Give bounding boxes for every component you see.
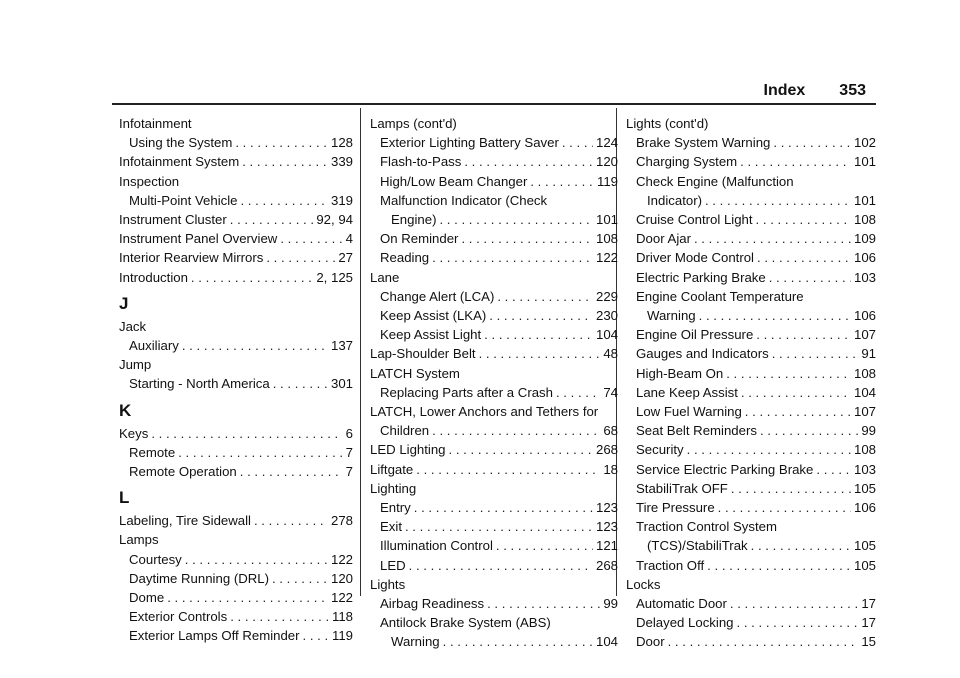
entry-text: Engine) [391, 212, 437, 228]
index-heading: Lighting [370, 480, 417, 496]
index-column-2 [370, 114, 618, 652]
leader-dots [496, 536, 593, 555]
leader-dots [242, 152, 328, 171]
index-entry [119, 268, 353, 287]
entry-text: On Reminder [380, 231, 459, 247]
index-entry [119, 511, 353, 530]
entry-text: Security [636, 442, 684, 458]
index-entry [119, 374, 353, 393]
entry-text: Warning [647, 308, 696, 324]
index-entry [370, 556, 618, 575]
entry-page: 230 [595, 308, 618, 324]
index-heading: LATCH System [370, 365, 460, 381]
index-entry [370, 344, 618, 363]
leader-dots [432, 421, 600, 440]
entry-page: 7 [345, 444, 353, 460]
page-number: 353 [839, 82, 866, 99]
index-entry [119, 588, 353, 607]
entry-text: Illumination Control [380, 538, 493, 554]
index-heading: Lights (cont'd) [626, 116, 709, 131]
entry-text: High/Low Beam Changer [380, 173, 528, 189]
leader-dots [760, 421, 858, 440]
leader-dots [694, 229, 851, 248]
leader-dots [756, 325, 851, 344]
leader-dots [191, 268, 313, 287]
leader-dots [182, 336, 328, 355]
entry-text: Lane Keep Assist [636, 384, 738, 400]
leader-dots [443, 632, 593, 651]
entry-page: 107 [853, 404, 876, 420]
leader-dots [562, 133, 593, 152]
header-rule [112, 103, 876, 105]
index-heading: Jack [119, 318, 147, 334]
index-entry [119, 569, 353, 588]
leader-dots [497, 287, 593, 306]
index-entry [626, 344, 876, 363]
entry-page: 137 [330, 338, 353, 354]
index-entry [370, 383, 618, 402]
index-subheading: Malfunction Indicator (Check [380, 192, 548, 208]
index-entry [119, 210, 353, 229]
entry-text: Instrument Panel Overview [119, 231, 278, 247]
index-entry [370, 536, 618, 555]
entry-text: Seat Belt Reminders [636, 423, 757, 439]
index-entry [626, 460, 876, 479]
index-entry [626, 536, 876, 555]
leader-dots [409, 556, 593, 575]
entry-text: Brake System Warning [636, 135, 771, 151]
index-entry [119, 152, 353, 171]
index-entry [626, 383, 876, 402]
entry-page: 107 [853, 327, 876, 343]
entry-text: Courtesy [129, 551, 182, 567]
index-entry [370, 133, 618, 152]
leader-dots [151, 424, 342, 443]
entry-text: Children [380, 423, 430, 439]
leader-dots [303, 626, 329, 645]
index-entry [370, 517, 618, 536]
index-heading: LATCH, Lower Anchors and Tethers for [370, 404, 599, 420]
entry-text: Infotainment System [119, 154, 240, 170]
leader-dots [756, 210, 851, 229]
entry-page: 108 [853, 365, 876, 381]
entry-page: 229 [595, 288, 618, 304]
entry-page: 121 [595, 538, 618, 554]
index-entry [626, 402, 876, 421]
entry-page: 17 [861, 596, 876, 612]
leader-dots [414, 498, 593, 517]
entry-page: 101 [853, 192, 876, 208]
entry-text: Traction Off [636, 557, 705, 573]
entry-page: 106 [853, 308, 876, 324]
leader-dots [487, 594, 600, 613]
entry-text: Indicator) [647, 192, 702, 208]
entry-text: Remote Operation [129, 464, 237, 480]
index-entry [626, 556, 876, 575]
leader-dots [687, 440, 851, 459]
index-heading: Locks [626, 576, 661, 592]
entry-text: Gauges and Indicators [636, 346, 769, 362]
entry-page: 103 [853, 269, 876, 285]
entry-text: Labeling, Tire Sidewall [119, 513, 251, 529]
entry-page: 15 [861, 634, 876, 650]
entry-text: Keep Assist (LKA) [380, 308, 487, 324]
entry-text: Exterior Lamps Off Reminder [129, 628, 300, 644]
index-entry [370, 460, 618, 479]
index-entry [626, 325, 876, 344]
entry-text: Keep Assist Light [380, 327, 482, 343]
entry-text: Electric Parking Brake [636, 269, 766, 285]
entry-page: 122 [330, 551, 353, 567]
section-letter: L [119, 488, 130, 508]
index-entry [119, 443, 353, 462]
index-entry [370, 306, 618, 325]
index-heading: Lights [370, 576, 406, 592]
leader-dots [254, 511, 328, 530]
leader-dots [178, 443, 342, 462]
index-entry [370, 632, 618, 651]
section-letter: K [119, 400, 132, 420]
leader-dots [668, 632, 859, 651]
index-entry [626, 421, 876, 440]
leader-dots [439, 210, 593, 229]
index-entry [626, 191, 876, 210]
entry-text: Lap-Shoulder Belt [370, 346, 476, 362]
index-entry [119, 336, 353, 355]
index-entry [370, 210, 618, 229]
index-entry [370, 325, 618, 344]
entry-page: 339 [330, 154, 353, 170]
entry-text: Instrument Cluster [119, 212, 227, 228]
leader-dots [230, 607, 329, 626]
leader-dots [272, 569, 328, 588]
entry-page: 105 [853, 557, 876, 573]
index-entry [626, 364, 876, 383]
entry-text: LED [380, 557, 406, 573]
index-heading: Lamps (cont'd) [370, 116, 457, 131]
leader-dots [449, 440, 593, 459]
index-entry [626, 268, 876, 287]
entry-page: 105 [853, 538, 876, 554]
index-entry [626, 133, 876, 152]
entry-page: 108 [853, 442, 876, 458]
entry-page: 18 [603, 461, 618, 477]
entry-text: Daytime Running (DRL) [129, 570, 269, 586]
leader-dots [273, 374, 328, 393]
entry-text: Delayed Locking [636, 615, 734, 631]
index-entry [626, 440, 876, 459]
entry-text: Replacing Parts after a Crash [380, 384, 553, 400]
entry-text: Exit [380, 519, 402, 535]
index-entry [119, 191, 353, 210]
entry-text: Multi-Point Vehicle [129, 192, 238, 208]
index-entry [370, 229, 618, 248]
index-entry [370, 172, 618, 191]
leader-dots [167, 588, 328, 607]
entry-page: 68 [603, 423, 618, 439]
entry-text: Exterior Controls [129, 609, 228, 625]
index-heading: Inspection [119, 173, 180, 189]
leader-dots [464, 152, 593, 171]
entry-text: Interior Rearview Mirrors [119, 250, 264, 266]
entry-page: 122 [330, 590, 353, 606]
entry-text: Auxiliary [129, 338, 179, 354]
index-subheading: Traction Control System [636, 519, 777, 535]
entry-text: Entry [380, 500, 411, 516]
entry-page: 48 [603, 346, 618, 362]
leader-dots [757, 248, 851, 267]
entry-page: 124 [595, 135, 618, 151]
index-entry [370, 440, 618, 459]
index-entry [370, 152, 618, 171]
entry-page: 119 [596, 173, 618, 189]
page-header [764, 82, 867, 100]
leader-dots [769, 268, 851, 287]
index-entry [370, 287, 618, 306]
entry-page: 104 [595, 634, 618, 650]
entry-page: 123 [595, 500, 618, 516]
index-column-3 [626, 114, 876, 652]
leader-dots [699, 306, 851, 325]
entry-text: Cruise Control Light [636, 212, 753, 228]
entry-page: 120 [330, 570, 353, 586]
index-entry [119, 248, 353, 267]
entry-text: Liftgate [370, 461, 414, 477]
entry-page: 319 [330, 192, 353, 208]
entry-page: 278 [330, 513, 353, 529]
leader-dots [240, 191, 328, 210]
entry-text: Remote [129, 444, 176, 460]
entry-page: 108 [853, 212, 876, 228]
index-entry [626, 632, 876, 651]
leader-dots [185, 550, 328, 569]
leader-dots [266, 248, 335, 267]
index-entry [119, 229, 353, 248]
leader-dots [240, 462, 343, 481]
leader-dots [489, 306, 593, 325]
index-entry [119, 133, 353, 152]
entry-text: Engine Oil Pressure [636, 327, 754, 343]
entry-text: LED Lighting [370, 442, 446, 458]
index-entry [626, 306, 876, 325]
entry-page: 301 [330, 376, 353, 392]
entry-page: 268 [595, 557, 618, 573]
leader-dots [416, 460, 600, 479]
index-heading: Jump [119, 357, 152, 373]
index-entry [370, 421, 618, 440]
index-heading: Lamps [119, 532, 159, 548]
index-entry [370, 248, 618, 267]
entry-page: 122 [595, 250, 618, 266]
index-entry [370, 594, 618, 613]
entry-text: Change Alert (LCA) [380, 288, 495, 304]
entry-text: Charging System [636, 154, 738, 170]
entry-page: 106 [853, 500, 876, 516]
leader-dots [530, 172, 594, 191]
entry-page: 108 [595, 231, 618, 247]
index-heading: Lane [370, 269, 400, 285]
entry-page: 99 [861, 423, 876, 439]
entry-page: 101 [595, 212, 618, 228]
leader-dots [737, 613, 859, 632]
column-divider [360, 108, 361, 596]
index-subheading: Antilock Brake System (ABS) [380, 615, 551, 631]
entry-page: 6 [345, 425, 353, 441]
leader-dots [405, 517, 593, 536]
entry-text: Reading [380, 250, 430, 266]
leader-dots [772, 344, 859, 363]
section-letter: J [119, 293, 129, 313]
entry-page: 123 [595, 519, 618, 535]
index-entry [119, 462, 353, 481]
index-subheading: Engine Coolant Temperature [636, 288, 804, 304]
leader-dots [745, 402, 851, 421]
leader-dots [773, 133, 851, 152]
leader-dots [461, 229, 593, 248]
entry-page: 99 [603, 596, 618, 612]
entry-page: 104 [595, 327, 618, 343]
entry-page: 120 [595, 154, 618, 170]
index-entry [119, 550, 353, 569]
entry-text: High-Beam On [636, 365, 724, 381]
leader-dots [280, 229, 342, 248]
index-entry [626, 152, 876, 171]
index-entry [626, 479, 876, 498]
index-entry [626, 210, 876, 229]
entry-text: Starting - North America [129, 376, 270, 392]
index-entry [626, 229, 876, 248]
index-entry [626, 498, 876, 517]
index-column-1 [119, 114, 353, 646]
index-entry [119, 424, 353, 443]
entry-text: Warning [391, 634, 440, 650]
entry-text: Tire Pressure [636, 500, 715, 516]
entry-text: StabiliTrak OFF [636, 480, 728, 496]
leader-dots [705, 191, 851, 210]
leader-dots [235, 133, 328, 152]
entry-text: Dome [129, 590, 165, 606]
leader-dots [718, 498, 851, 517]
entry-page: 17 [861, 615, 876, 631]
leader-dots [816, 460, 851, 479]
leader-dots [230, 210, 314, 229]
entry-text: Low Fuel Warning [636, 404, 742, 420]
index-entry [626, 248, 876, 267]
entry-page: 105 [853, 480, 876, 496]
entry-page: 91 [861, 346, 876, 362]
entry-page: 102 [853, 135, 876, 151]
entry-page: 92, 94 [316, 212, 353, 228]
leader-dots [556, 383, 600, 402]
index-subheading: Check Engine (Malfunction [636, 173, 794, 189]
entry-text: Exterior Lighting Battery Saver [380, 135, 559, 151]
entry-page: 4 [345, 231, 353, 247]
entry-text: (TCS)/StabiliTrak [647, 538, 748, 554]
entry-page: 109 [853, 231, 876, 247]
entry-text: Door Ajar [636, 231, 691, 247]
entry-text: Flash-to-Pass [380, 154, 462, 170]
entry-page: 106 [853, 250, 876, 266]
entry-page: 7 [345, 464, 353, 480]
index-heading: Infotainment [119, 116, 192, 131]
entry-page: 27 [338, 250, 353, 266]
section-title: Index [763, 82, 806, 99]
entry-page: 103 [853, 461, 876, 477]
entry-text: Keys [119, 425, 149, 441]
index-entry [626, 594, 876, 613]
entry-text: Using the System [129, 135, 233, 151]
entry-page: 101 [853, 154, 876, 170]
index-entry [370, 498, 618, 517]
entry-page: 128 [330, 135, 353, 151]
entry-page: 118 [331, 609, 353, 625]
leader-dots [432, 248, 593, 267]
index-entry [626, 613, 876, 632]
entry-text: Service Electric Parking Brake [636, 461, 814, 477]
entry-page: 268 [595, 442, 618, 458]
index-entry [119, 607, 353, 626]
entry-page: 104 [853, 384, 876, 400]
entry-text: Door [636, 634, 665, 650]
leader-dots [484, 325, 593, 344]
entry-text: Airbag Readiness [380, 596, 485, 612]
leader-dots [740, 152, 851, 171]
leader-dots [479, 344, 601, 363]
index-entry [119, 626, 353, 645]
entry-text: Automatic Door [636, 596, 727, 612]
entry-page: 74 [603, 384, 618, 400]
leader-dots [731, 479, 851, 498]
leader-dots [726, 364, 851, 383]
leader-dots [741, 383, 851, 402]
leader-dots [707, 556, 851, 575]
entry-text: Driver Mode Control [636, 250, 754, 266]
entry-page: 2, 125 [316, 269, 353, 285]
entry-page: 119 [331, 628, 353, 644]
leader-dots [730, 594, 858, 613]
entry-text: Introduction [119, 269, 188, 285]
leader-dots [751, 536, 851, 555]
